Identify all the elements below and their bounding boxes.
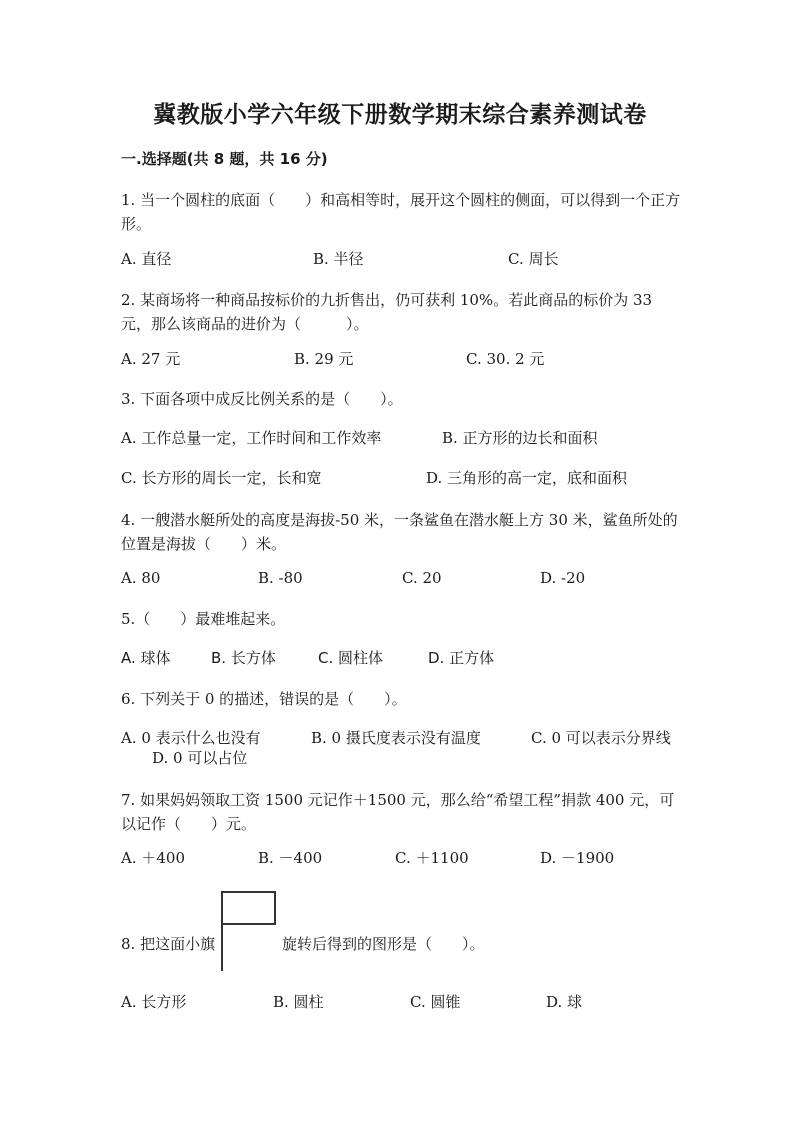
question-7-option-d[interactable]: D. －1900 xyxy=(540,849,615,867)
question-8-option-a[interactable]: A. 长方形 xyxy=(121,993,187,1011)
question-4-option-d[interactable]: D. -20 xyxy=(540,569,586,587)
question-7-option-b[interactable]: B. －400 xyxy=(258,849,323,867)
question-5-option-c[interactable]: C. 圆柱体 xyxy=(318,649,384,667)
question-6-option-c[interactable]: C. 0 可以表示分界线 xyxy=(531,729,671,747)
question-3-option-d[interactable]: D. 三角形的高一定，底和面积 xyxy=(426,469,628,487)
question-2-stem: 2. 某商场将一种商品按标价的九折售出，仍可获利 10%。若此商品的标价为 33 元，那么该商品的进价为（ ）。 xyxy=(121,291,653,333)
question-4-option-a[interactable]: A. 80 xyxy=(121,569,161,587)
question-7-option-a[interactable]: A. ＋400 xyxy=(121,849,185,867)
flag-icon xyxy=(222,891,276,925)
question-8-option-b[interactable]: B. 圆柱 xyxy=(273,993,324,1011)
question-3-option-c[interactable]: C. 长方形的周长一定，长和宽 xyxy=(121,469,322,487)
question-6-option-d[interactable]: D. 0 可以占位 xyxy=(152,749,248,767)
question-5-option-d[interactable]: D. 正方体 xyxy=(428,649,495,667)
section-heading: 一.选择题(共 8 题，共 16 分) xyxy=(121,150,328,168)
question-1-option-c[interactable]: C. 周长 xyxy=(508,250,559,268)
question-6-option-b[interactable]: B. 0 摄氏度表示没有温度 xyxy=(311,729,481,747)
question-4-option-b[interactable]: B. -80 xyxy=(258,569,303,587)
question-1-option-a[interactable]: A. 直径 xyxy=(121,250,172,268)
question-4-stem: 4. 一艘潜水艇所处的高度是海拔-50 米，一条鲨鱼在潜水艇上方 30 米，鲨鱼所处的位置是海拔（ ）米。 xyxy=(121,511,678,553)
question-2-option-a[interactable]: A. 27 元 xyxy=(121,350,181,368)
question-7-option-c[interactable]: C. ＋1100 xyxy=(395,849,469,867)
question-3-option-b[interactable]: B. 正方形的边长和面积 xyxy=(442,429,598,447)
question-6-option-a[interactable]: A. 0 表示什么也没有 xyxy=(121,729,261,747)
question-4-option-c[interactable]: C. 20 xyxy=(402,569,442,587)
question-3-stem: 3. 下面各项中成反比例关系的是（ ）。 xyxy=(121,390,403,408)
question-3-option-a[interactable]: A. 工作总量一定，工作时间和工作效率 xyxy=(121,429,382,447)
page-title: 冀教版小学六年级下册数学期末综合素养测试卷 xyxy=(153,102,647,128)
question-7-stem: 7. 如果妈妈领取工资 1500 元记作＋1500 元，那么给“希望工程”捐款 400 元，可以记作（ ）元。 xyxy=(121,791,675,833)
question-6-stem: 6. 下列关于 0 的描述，错误的是（ ）。 xyxy=(121,690,407,708)
question-5-stem: 5.（ ）最难堆起来。 xyxy=(121,610,286,628)
question-8-option-c[interactable]: C. 圆锥 xyxy=(410,993,461,1011)
question-5-option-a[interactable]: A. 球体 xyxy=(121,649,171,667)
question-1-option-b[interactable]: B. 半径 xyxy=(313,250,364,268)
question-8-option-d[interactable]: D. 球 xyxy=(546,993,583,1011)
question-2-option-c[interactable]: C. 30. 2 元 xyxy=(466,350,545,368)
question-5-option-b[interactable]: B. 长方体 xyxy=(211,649,276,667)
question-8-stem-after: 旋转后得到的图形是（ ）。 xyxy=(282,935,485,953)
question-2-option-b[interactable]: B. 29 元 xyxy=(294,350,354,368)
question-8-stem-before: 8. 把这面小旗 xyxy=(121,935,216,953)
question-1-stem: 1. 当一个圆柱的底面（ ）和高相等时，展开这个圆柱的侧面，可以得到一个正方形。 xyxy=(121,191,681,233)
